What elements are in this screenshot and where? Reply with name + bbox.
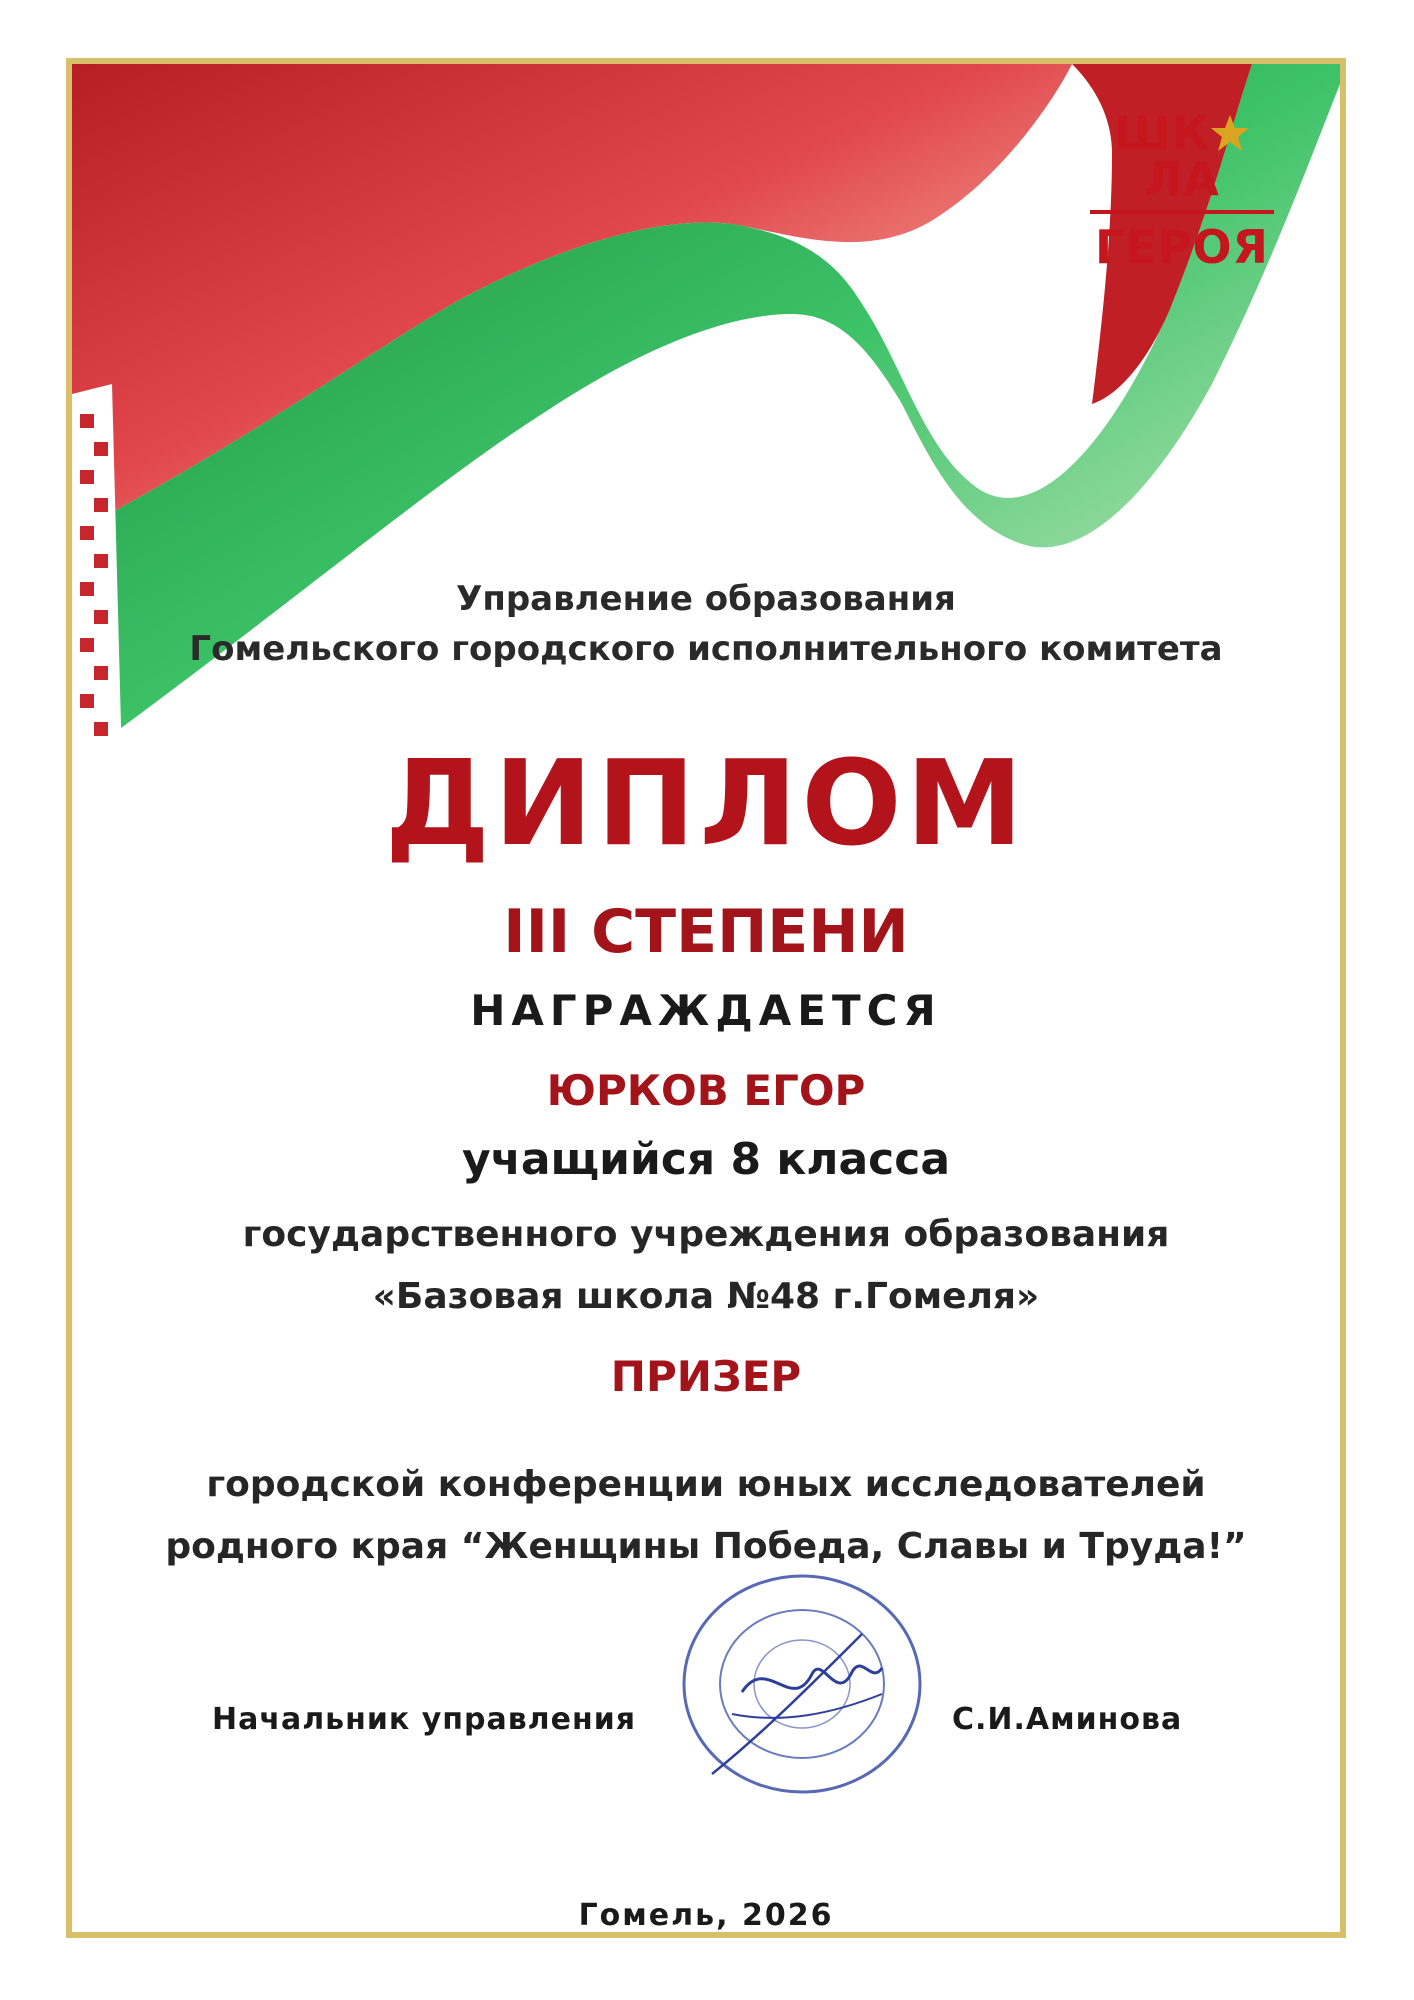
diploma-title: ДИПЛОМ: [384, 734, 1028, 872]
signatory-name: С.И.Аминова: [952, 1702, 1183, 1737]
awarded-label: НАГРАЖДАЕТСЯ: [470, 986, 942, 1035]
school-of-hero-logo: [1082, 106, 1282, 274]
institution-line-2: «Базовая школа №48 г.Гомеля»: [372, 1276, 1040, 1317]
diploma-frame: [66, 58, 1346, 1938]
place-and-year: Гомель, 2026: [578, 1898, 834, 1933]
official-stamp-icon: [672, 1564, 932, 1804]
signatory-position: Начальник управления: [212, 1702, 637, 1737]
logo-text-part1: ШК: [1113, 106, 1211, 160]
recipient-grade: учащийся 8 класса: [461, 1134, 951, 1185]
star-icon: [1210, 113, 1250, 153]
institution-line-1: государственного учреждения образования: [242, 1214, 1170, 1255]
logo-divider: [1090, 210, 1274, 214]
logo-text-line2: ГЕРОЯ: [1095, 220, 1269, 274]
prize-label: ПРИЗЕР: [610, 1352, 802, 1401]
conference-line-1: городской конференции юных исследователей: [206, 1464, 1206, 1505]
conference-line-2: родного края “Женщины Победа, Славы и Труда!”: [165, 1526, 1247, 1567]
logo-text-part2: ЛА: [1144, 152, 1220, 206]
recipient-name: ЮРКОВ ЕГОР: [546, 1066, 866, 1115]
issuing-organization: [72, 574, 1340, 674]
org-line-2: Гомельского городского исполнительного комитета: [189, 629, 1223, 669]
diploma-degree: III СТЕПЕНИ: [503, 897, 909, 967]
org-line-1: Управление образования: [456, 579, 956, 619]
institution: [72, 1204, 1340, 1328]
conference-description: [72, 1454, 1340, 1578]
